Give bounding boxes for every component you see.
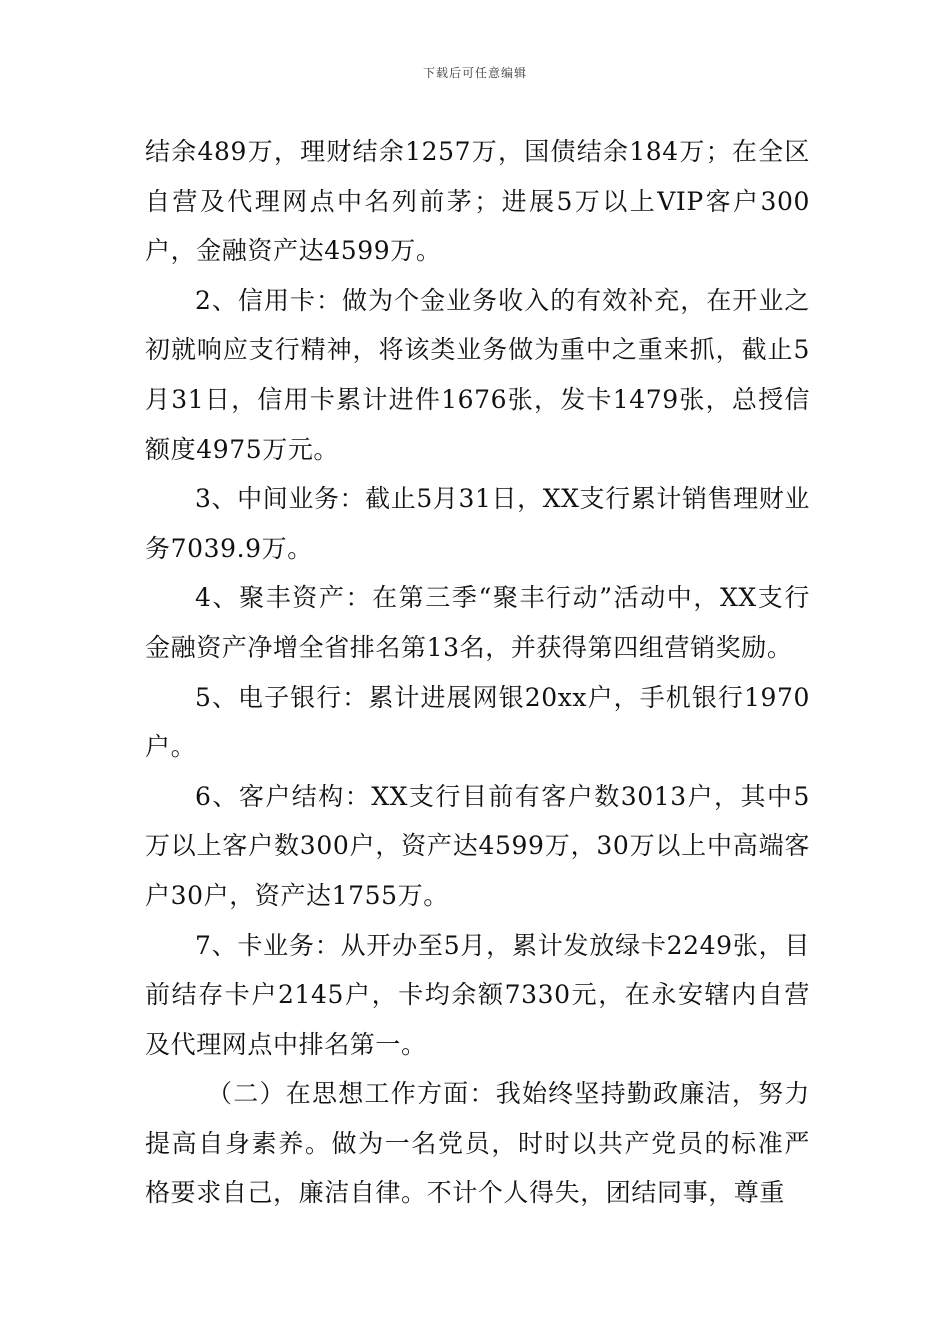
paragraph-jufeng-assets: 4、聚丰资产：在第三季“聚丰行动”活动中，XX支行金融资产净增全省排名第13名，并获得第四组营销奖励。 [145,583,810,662]
document-body [145,127,810,1218]
paragraph-intermediate-business: 3、中间业务：截止5月31日，XX支行累计销售理财业务7039.9万。 [145,484,810,563]
paragraph-credit-card: 2、信用卡：做为个金业务收入的有效补充，在开业之初就响应支行精神，将该类业务做为重中之重来抓，截止5月31日，信用卡累计进件1676张，发卡1479张，总授信额度4975万元。 [145,285,810,464]
paragraph-card-business: 7、卡业务：从开办至5月，累计发放绿卡2249张，目前结存卡户2145户，卡均余额7330元，在永安辖内自营及代理网点中排名第一。 [145,930,810,1059]
paragraph-customer-structure: 6、客户结构：XX支行目前有客户数3013户，其中5万以上客户数300户，资产达4599万，30万以上中高端客户30户，资产达1755万。 [145,781,810,910]
page-header-note: 下载后可任意编辑 [422,66,527,80]
paragraph-continued: 结余489万，理财结余1257万，国债结余184万；在全区自营及代理网点中名列前茅；进展5万以上VIP客户300户，金融资产达4599万。 [145,137,810,266]
paragraph-e-banking: 5、电子银行：累计进展网银20xx户，手机银行1970户。 [145,682,810,762]
paragraph-ideological-work: （二）在思想工作方面：我始终坚持勤政廉洁，努力提高自身素养。做为一名党员，时时以共产党员的标准严格要求自己，廉洁自律。不计个人得失，团结同事，尊重 [145,1079,810,1208]
